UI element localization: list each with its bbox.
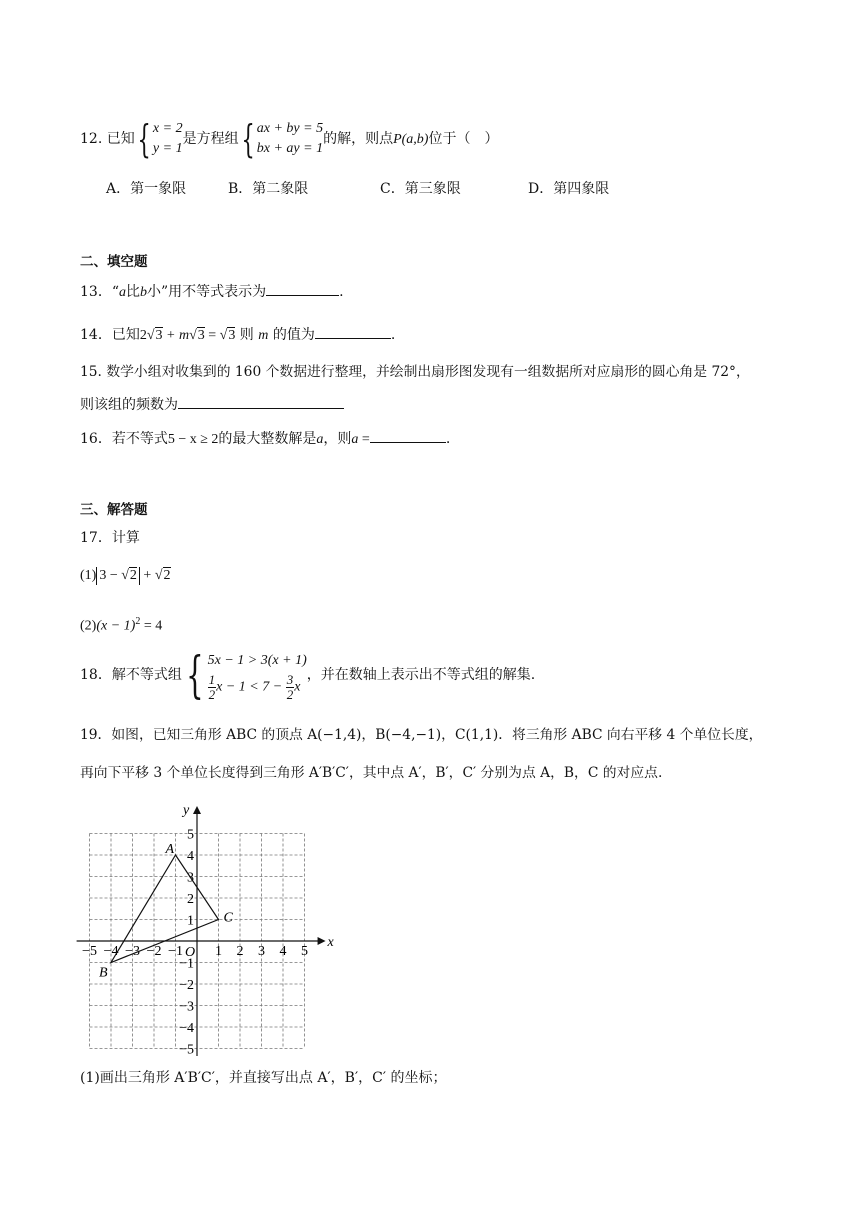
expression: (x − 1): [96, 618, 136, 634]
part-label: (1): [80, 568, 97, 583]
point-a-label: A: [165, 842, 175, 857]
y-tick-label: 5: [187, 827, 194, 843]
y-tick-label: −5: [179, 1042, 194, 1056]
equals-four: = 4: [140, 618, 163, 634]
origin-label: O: [185, 945, 196, 960]
left-brace-icon: {: [241, 117, 255, 161]
y-axis-arrow-icon: [193, 806, 201, 814]
absolute-value: 3 − √2: [96, 567, 140, 585]
period: .: [390, 327, 396, 343]
question-number: 16．: [80, 431, 112, 447]
equation-system: [257, 119, 323, 159]
x-tick-label: −5: [82, 944, 97, 959]
answer-blank: [266, 281, 339, 296]
radicand: 3: [155, 328, 163, 343]
radicand: 3: [197, 328, 205, 343]
equation-2: bx + ay = 1: [256, 141, 324, 156]
left-brace-icon: {: [185, 646, 204, 704]
question-text: ，并在数轴上表示出不等式组的解集.: [306, 667, 536, 683]
x-tick-label: −2: [146, 944, 162, 959]
question-number: 13．: [80, 284, 112, 300]
term: x − 1 < 7 −: [216, 679, 286, 695]
variable-m: m: [258, 328, 269, 343]
x-tick-label: −3: [125, 944, 140, 959]
period: .: [339, 284, 344, 300]
numerator: 1: [208, 671, 216, 687]
variable-a: a: [351, 432, 359, 447]
question-19-part-1: (1)画出三角形 A′B′C′，并直接写出点 A′，B′，C′ 的坐标；: [80, 1070, 447, 1086]
part-label: (2): [80, 618, 97, 634]
section-heading-fill-blank: 二、填空题: [80, 254, 148, 270]
x-tick-label: 2: [236, 944, 244, 959]
equation: 2√3 + m√3 = √3: [139, 328, 236, 343]
x-tick-label: −4: [103, 944, 119, 959]
question-text: 比: [126, 284, 140, 300]
solution-y: y = 1: [152, 141, 183, 156]
y-tick-label: 3: [187, 870, 194, 886]
question-text: 已知: [106, 131, 135, 147]
y-tick-label: −1: [179, 956, 194, 972]
x-tick-label: 5: [301, 944, 308, 959]
variable-a: a: [119, 285, 126, 300]
question-14: [80, 324, 395, 346]
question-text: 则: [235, 327, 259, 343]
option-a: A．第一象限: [106, 181, 187, 197]
equals: =: [204, 328, 220, 343]
equation-1: ax + by = 5: [256, 121, 324, 136]
question-13: [80, 281, 344, 303]
inequality-2: [208, 673, 307, 702]
question-text: 小”用不等式表示为: [147, 284, 267, 300]
point-c-label: C: [223, 910, 233, 926]
question-text: 的最大整数解是: [218, 431, 317, 447]
tick-labels: [82, 828, 308, 1057]
question-number: 12.: [80, 131, 103, 147]
equals: =: [358, 432, 370, 447]
question-text: 则该组的频数为: [80, 397, 178, 413]
point-p: P(a,b): [393, 132, 429, 147]
question-text: 已知: [111, 327, 140, 343]
inequality: 5 − x ≥ 2: [167, 432, 219, 447]
solution-x: x = 2: [152, 121, 183, 136]
question-number: 14．: [80, 327, 112, 343]
denominator: 2: [208, 686, 216, 702]
question-17-part-1: (1) 3 − √2 + √2: [80, 568, 171, 583]
question-text: 的值为: [268, 327, 315, 343]
question-text: 若不等式: [111, 431, 168, 447]
option-b: B．第二象限: [228, 181, 309, 197]
denominator: 2: [286, 686, 294, 702]
question-19-line-2: 再向下平移 3 个单位长度得到三角形 A′B′C′，其中点 A′，B′，C′ 分别为点 A，B，C 的对应点.: [80, 765, 663, 781]
term: x: [294, 679, 301, 695]
x-tick-label: 4: [279, 944, 287, 959]
x-axis-arrow-icon: [318, 937, 326, 945]
question-text: 的解，则点: [323, 131, 394, 147]
radicand: 2: [129, 568, 137, 583]
y-tick-label: −2: [179, 978, 194, 993]
answer-blank: [370, 428, 446, 443]
option-c: C．第三象限: [380, 181, 461, 197]
x-tick-label: 3: [258, 944, 265, 959]
numerator: 3: [286, 671, 294, 687]
coordinate-graph: [76, 796, 336, 1056]
term-m: + m: [162, 328, 190, 343]
question-text: 解不等式组: [111, 667, 182, 683]
x-tick-label: −1: [168, 944, 183, 959]
answer-blank: [315, 324, 391, 339]
option-d: D．第四象限: [528, 181, 610, 197]
left-brace-icon: {: [137, 117, 151, 161]
y-tick-label: 4: [187, 849, 194, 864]
x-tick-label: 1: [215, 944, 222, 959]
radicand: 3: [228, 328, 236, 343]
y-tick-label: 1: [187, 913, 194, 929]
question-17-part-2: [80, 612, 162, 637]
x-axis-label: x: [327, 935, 334, 950]
question-text: “: [111, 284, 119, 300]
answer-blank: [178, 394, 344, 409]
point-b-label: B: [99, 965, 108, 981]
y-axis-label: y: [183, 803, 190, 818]
question-19-line-1: 19．如图，已知三角形 ABC 的顶点 A(−1,4)，B(−4,−1)，C(1,1)．将三角形 ABC 向右平移 4 个单位长度，: [80, 727, 763, 743]
question-number: 18．: [80, 667, 112, 683]
term: 3 −: [99, 568, 122, 583]
inequality-system: [208, 649, 307, 702]
question-18: [80, 646, 535, 704]
variable-a: a: [316, 432, 324, 447]
question-15-line-2: [80, 394, 344, 415]
y-tick-label: −4: [179, 1021, 194, 1036]
axes: [77, 803, 335, 1056]
variable-b: b: [140, 285, 147, 300]
triangle-abc: [99, 842, 234, 981]
plus: +: [139, 568, 155, 583]
question-text: 位于（ ）: [428, 131, 499, 147]
question-17-title: 17．计算: [80, 530, 140, 546]
question-12: [80, 116, 498, 162]
period: .: [445, 431, 451, 447]
coefficient: 2: [139, 328, 147, 343]
question-16: [80, 428, 450, 450]
solution-system: [153, 119, 183, 159]
y-tick-label: 2: [187, 892, 194, 907]
y-tick-label: −3: [179, 999, 194, 1015]
question-text: 是方程组: [182, 131, 239, 147]
question-text: ，则: [323, 431, 352, 447]
question-15-line-1: 15. 数学小组对收集到的 160 个数据进行整理，并绘制出扇形图发现有一组数据所对应扇形的圆心角是 72°，: [80, 364, 750, 380]
exponent: 2: [135, 616, 141, 627]
inequality-1: 5x − 1 > 3(x + 1): [207, 652, 307, 668]
section-heading-solve: 三、解答题: [80, 502, 148, 518]
radicand: 2: [163, 568, 171, 583]
